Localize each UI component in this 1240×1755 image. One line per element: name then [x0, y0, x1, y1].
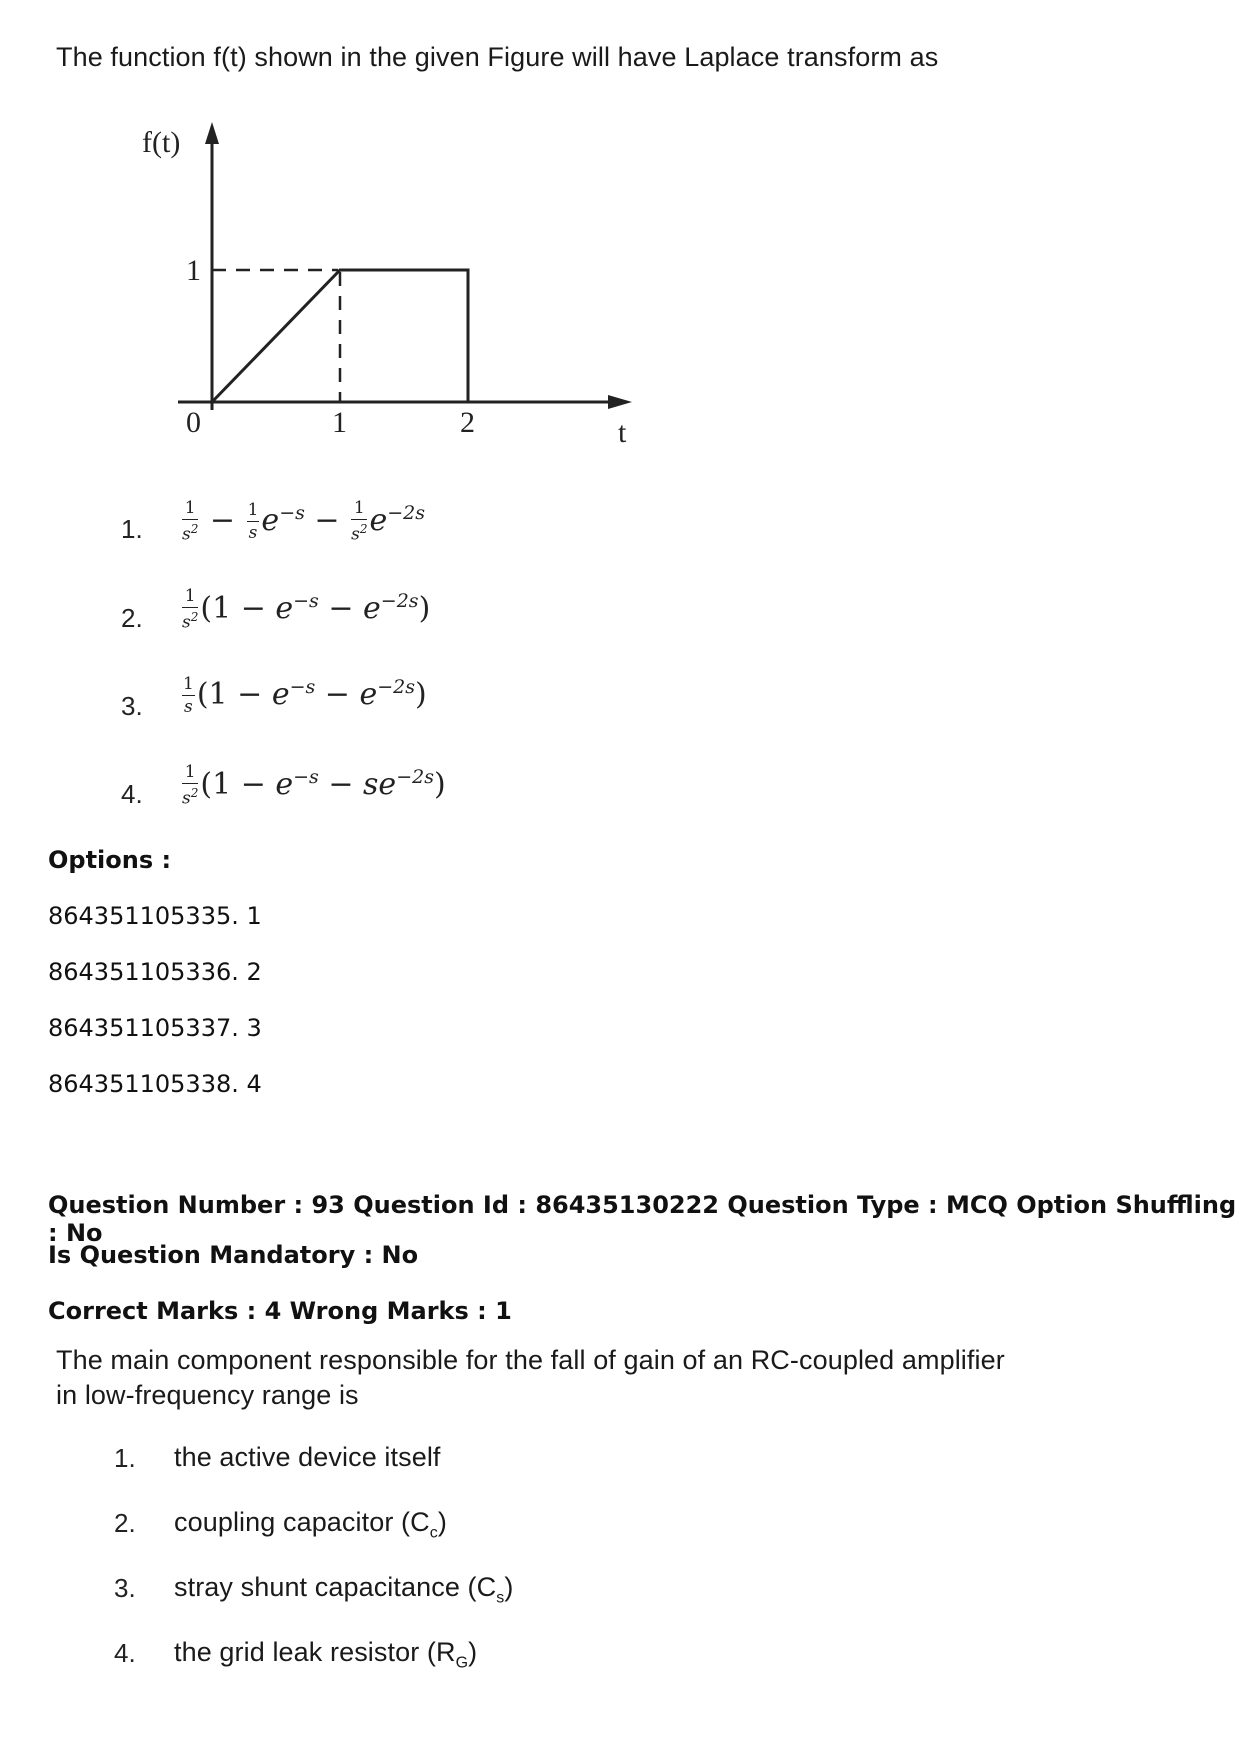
choice-expression-4: $\frac{1}{s^2}$ $(1 - e^{-s} - se^{-2s})$ [182, 762, 446, 809]
question-text-line-1: The main component responsible for the fall of gain of an RC-coupled amplifier [56, 1345, 1005, 1375]
choice-number: 2. [121, 603, 143, 633]
question-text-line-2: in low-frequency range is [56, 1380, 359, 1410]
y-axis-label: f(t) [142, 126, 181, 159]
choice-number: 3. [114, 1573, 136, 1603]
question-text: The function f(t) shown in the given Figure will have Laplace transform as [56, 42, 939, 72]
choice-number: 2. [114, 1508, 136, 1538]
options-heading: Options : [48, 846, 172, 874]
y-axis-arrow [205, 122, 219, 144]
y-tick-label: 1 [186, 254, 201, 287]
question-meta: Question Number : 93 Question Id : 86435130222 Question Type : MCQ Option Shuffling : No [48, 1191, 1237, 1247]
x-axis-arrow [608, 395, 632, 409]
function-curve [212, 270, 468, 402]
option-id: 864351105335. 1 [48, 902, 262, 930]
choice-text: coupling capacitor $(C_c)$ [174, 1507, 447, 1542]
choice-number: 1. [121, 514, 143, 544]
choice-number: 4. [121, 779, 143, 809]
x-axis-label: t [618, 416, 627, 449]
x-tick-label-0: 0 [186, 406, 201, 439]
choice-expression-3: $\frac{1}{s}$ $(1 - e^{-s} - e^{-2s})$ [183, 674, 427, 717]
choice-text: the grid leak resistor $(R_G)$ [174, 1637, 478, 1672]
function-graph [140, 120, 660, 460]
option-id: 864351105338. 4 [48, 1070, 262, 1098]
question-mandatory: Is Question Mandatory : No [48, 1241, 419, 1269]
choice-number: 4. [114, 1638, 136, 1668]
choice-number: 1. [114, 1443, 136, 1473]
choice-expression-1: $\frac{1}{s^2}$ − $\frac{1}{s}$ $e^{-s}$ − $\frac{1}{s^2}$ $e^{-2s}$ [182, 498, 425, 545]
x-tick-label-1: 1 [332, 406, 347, 439]
choice-number: 3. [121, 691, 143, 721]
option-id: 864351105336. 2 [48, 958, 262, 986]
option-id: 864351105337. 3 [48, 1014, 262, 1042]
choice-expression-2: $\frac{1}{s^2}$ $(1 - e^{-s} - e^{-2s})$ [182, 586, 431, 633]
question-marks: Correct Marks : 4 Wrong Marks : 1 [48, 1297, 512, 1325]
x-tick-label-2: 2 [460, 406, 475, 439]
choice-text: stray shunt capacitance $(C_s)$ [174, 1572, 514, 1607]
choice-text: the active device itself [174, 1442, 441, 1472]
